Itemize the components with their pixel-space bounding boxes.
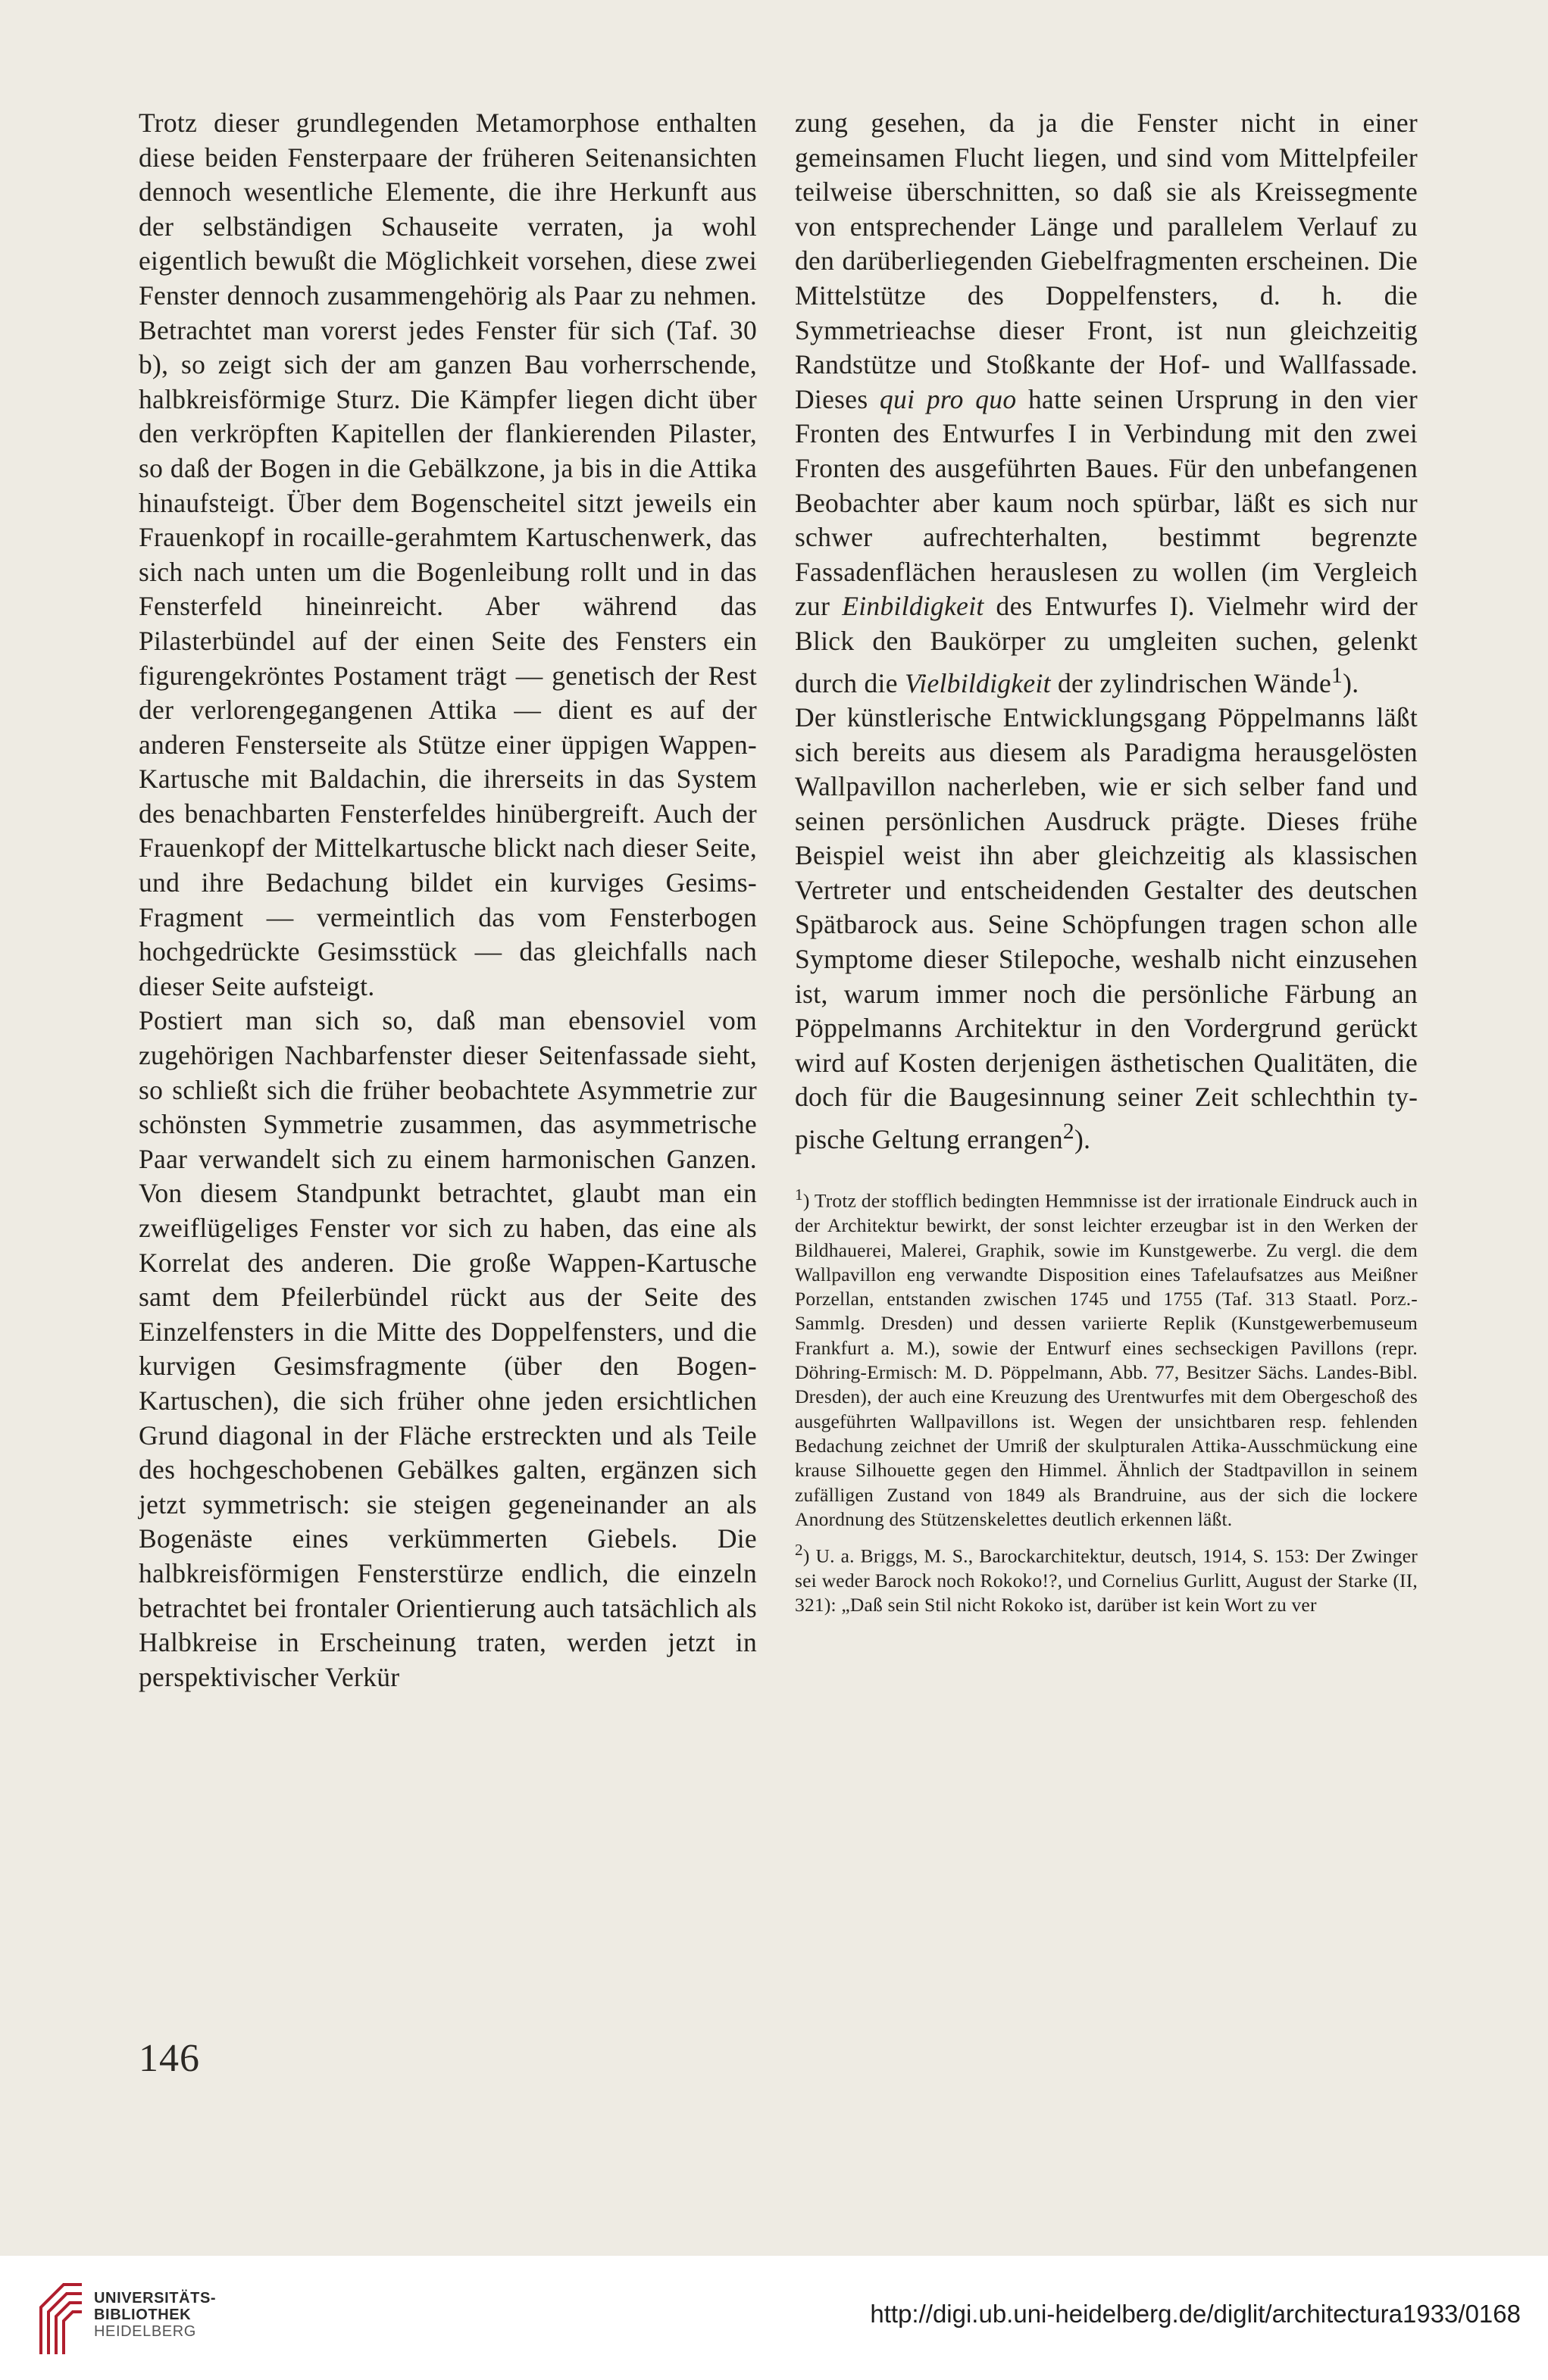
text-run: des Entwurfes I). Vielmehr wird der Blick den Baukörper zu umgleiten suchen, gelenkt durch die [795, 591, 1418, 698]
footnotes [795, 1182, 1418, 1617]
ub-heidelberg-logo-icon[interactable] [35, 2274, 88, 2360]
footnote-marker: 2 [795, 1541, 803, 1560]
logo-line: BIBLIOTHEK [94, 2307, 192, 2323]
left-paragraph-1: Trotz dieser grundlegenden Metamorphose enthalten diese beiden Fensterpaare der früheren Seitenansichten dennoch wesentliche Elemente, die ihre Herkunft aus der selbständigen Schauseite verraten, ja wohl eigentlich bewußt die Möglichkeit vorsehen, diese zwei Fenster dennoch zusammengehörig als Paar zu nehmen. Betrachtet man vorerst jedes Fenster für sich (Taf. 30 b), so zeigt sich der am ganzen Bau vorherrschende, halbkreisförmige Sturz. Die Kämpfer liegen dicht über den verkröpften Kapitellen der flankierenden Pilaster, so daß der Bogen in die Gebälkzone, ja bis in die Attika hinaufsteigt. Über dem Bogenscheitel sitzt jeweils ein Frauenkopf in rocaille-gerahmtem Kartuschenwerk, das sich nach unten um die Bogenleibung rollt und in das Fensterfeld hineinreicht. Aber während das Pilasterbündel auf der einen Seite des Fensters ein figurengekröntes Postament trägt — genetisch der Rest der verlorengegangenen Attika — dient es auf der anderen Fensterseite als Stütze einer üppigen Wappen-Kartusche mit Baldachin, die ihrerseits in das System des benachbarten Fensterfeldes hinübergreift. Auch der Frauenkopf der Mittelkartusche blickt nach dieser Seite, und ihre Bedachung bildet ein kurviges Gesims-Fragment — vermeintlich das vom Fensterbogen hochgedrückte Gesimsstück — das gleichfalls nach dieser Seite aufsteigt. [139, 108, 757, 1001]
footnote-text: ) Trotz der stofflich bedingten Hemmnisse ist der irrationale Eindruck auch in der Architektur bewirkt, der sonst leichter erzeugbar ist in den Werken der Bildhauerei, Malerei, Graphik, sowie im Kunstgewerbe. Zu vergl. die dem Wallpavillon eng verwandte Disposition eines Tafelaufsatzes aus Meißner Porzellan, entstanden zwischen 1745 und 1755 (Taf. 313 Staatl. Porz.-Sammlg. Dresden) und dessen variierte Replik (Kunstgewerbemuseum Frankfurt a. M.), sowie der Entwurf eines sechseckigen Pavillons (repr. Döhring-Ermisch: M. D. Pöppelmann, Abb. 77, Besitzer Sächs. Landes-Bibl. Dresden), der auch eine Kreuzung des Urentwurfes mit dem Obergeschoß des ausgeführten Wallpavillons ist. Wegen der unsichtbaren resp. fehlenden Bedachung zeichnet der Umriß der skulpturalen Attika-Ausschmückung eine krause Silhouette gegen den Himmel. Ähnlich der Stadtpavillon in seinem zufälligen Zustand von 1849 als Brandruine, aus der sich die lockere Anordnung des Stützenskelettes deutlich erkennen läßt. [795, 1189, 1418, 1530]
text-run: ). [1074, 1123, 1091, 1154]
right-paragraph-1 [795, 106, 1418, 701]
footnote-2 [795, 1538, 1418, 1617]
text-run: zung gesehen, da ja die Fenster nicht in einer gemeinsamen Flucht liegen, und sind vom Mittelpfeiler teilweise überschnitten, so daß sie als Kreissegmente von entsprechender Länge und parallelem Verlauf zu den darüberliegenden Giebelfragmenten erscheinen. Die Mittelstütze des Doppelfensters, d. h. die Symmetrieachse dieser Front, ist nun gleichzeitig Randstütze und Stoßkante der Hof- und Wallfassade. Dieses [795, 108, 1418, 414]
footnote-1 [795, 1182, 1418, 1532]
footnote-ref-2[interactable]: 2 [1062, 1120, 1074, 1145]
text-run: hatte seinen Ursprung in den vier Fronten des Entwurfes I in Verbindung mit den zwei Fronten des ausgeführten Baues. Für den unbefangenen Beobachter aber kaum noch spürbar, läßt es sich nur schwer aufrechterhalten, bestimmt begrenzte Fassadenflächen herauslesen zu wollen (im Vergleich zur [795, 383, 1418, 622]
italic-term: Vielbildigkeit [904, 667, 1051, 698]
left-paragraph-2: Postiert man sich so, daß man ebensoviel vom zugehörigen Nachbarfenster dieser Seitenfassade sieht, so schließt sich die früher beobachtete Asymmetrie zur schönsten Symmetrie zusammen, das asymmetrische Paar verwandelt sich zu einem harmonischen Ganzen. Von diesem Standpunkt betrachtet, glaubt man ein zweiflügeliges Fenster vor sich zu haben, das eine als Korrelat des anderen. Die große Wappen-Kartusche samt dem Pfeilerbündel rückt aus der Seite des Einzelfensters in die Mitte des Doppelfensters, und die kurvigen Gesimsfragmente (über den Bogen-Kartuschen), die sich früher ohne jeden ersichtlichen Grund diagonal in der Fläche erstreckten und als Teile des hochgeschobenen Gebälkes galten, ergänzen sich jetzt symmetrisch: sie steigen gegeneinander an als Bogenäste eines verkümmerten Giebels. Die halbkreisförmigen Fensterstürze endlich, die einzeln betrachtet bei frontaler Orientierung auch tatsächlich als Halbkreise in Erscheinung traten, werden jetzt in perspektivischer Verkür [139, 1005, 757, 1692]
right-text-column [795, 106, 1418, 1618]
source-url-link[interactable]: http://digi.ub.uni-heidelberg.de/diglit/architectura1933/0168 [870, 2300, 1521, 2328]
italic-term: qui pro quo [880, 383, 1017, 414]
footnote-marker: 1 [795, 1185, 803, 1204]
left-text-column [139, 106, 757, 1694]
text-run: Der künstlerische Entwicklungsgang Pöppelmanns läßt sich bereits aus diesem als Paradigma herausgelösten Wallpavillon nacherleben, wie er sich selber fand und seinen persönlichen Ausdruck prägte. Dieses frühe Beispiel weist ihn aber gleichzeitig als klassischen Vertreter und entscheidenden Gestalter des deutschen Spätbarock aus. Seine Schöpfungen tragen schon alle Symptome dieser Stilepoche, weshalb nicht einzusehen ist, warum immer noch die persönliche Färbung an Pöppelmanns Architektur in den Vordergrund gerückt wird auf Kosten derjenigen ästhetischen Qualitäten, die doch für die Baugesinnung seiner Zeit schlechthin typische Geltung errangen [795, 701, 1418, 1154]
footnote-ref-1[interactable]: 1 [1331, 663, 1343, 688]
italic-term: Einbildigkeit [842, 591, 984, 622]
right-paragraph-2 [795, 701, 1418, 1157]
logo-line: HEIDELBERG [94, 2323, 196, 2340]
page-number: 146 [139, 2037, 200, 2080]
text-run: der zylindrischen Wände [1050, 667, 1332, 698]
logo-line: UNIVERSITÄTS- [94, 2290, 217, 2307]
text-run: ). [1343, 667, 1359, 698]
library-logo-text[interactable] [94, 2290, 216, 2340]
footnote-text: ) U. a. Briggs, M. S., Barockarchitektur, deutsch, 1914, S. 153: Der Zwinger sei weder Barock noch Rokoko!?, und Cornelius Gurlitt, August der Starke (II, 321): „Daß sein Stil nicht Rokoko ist, darüber ist kein Wort zu ver [795, 1545, 1418, 1616]
